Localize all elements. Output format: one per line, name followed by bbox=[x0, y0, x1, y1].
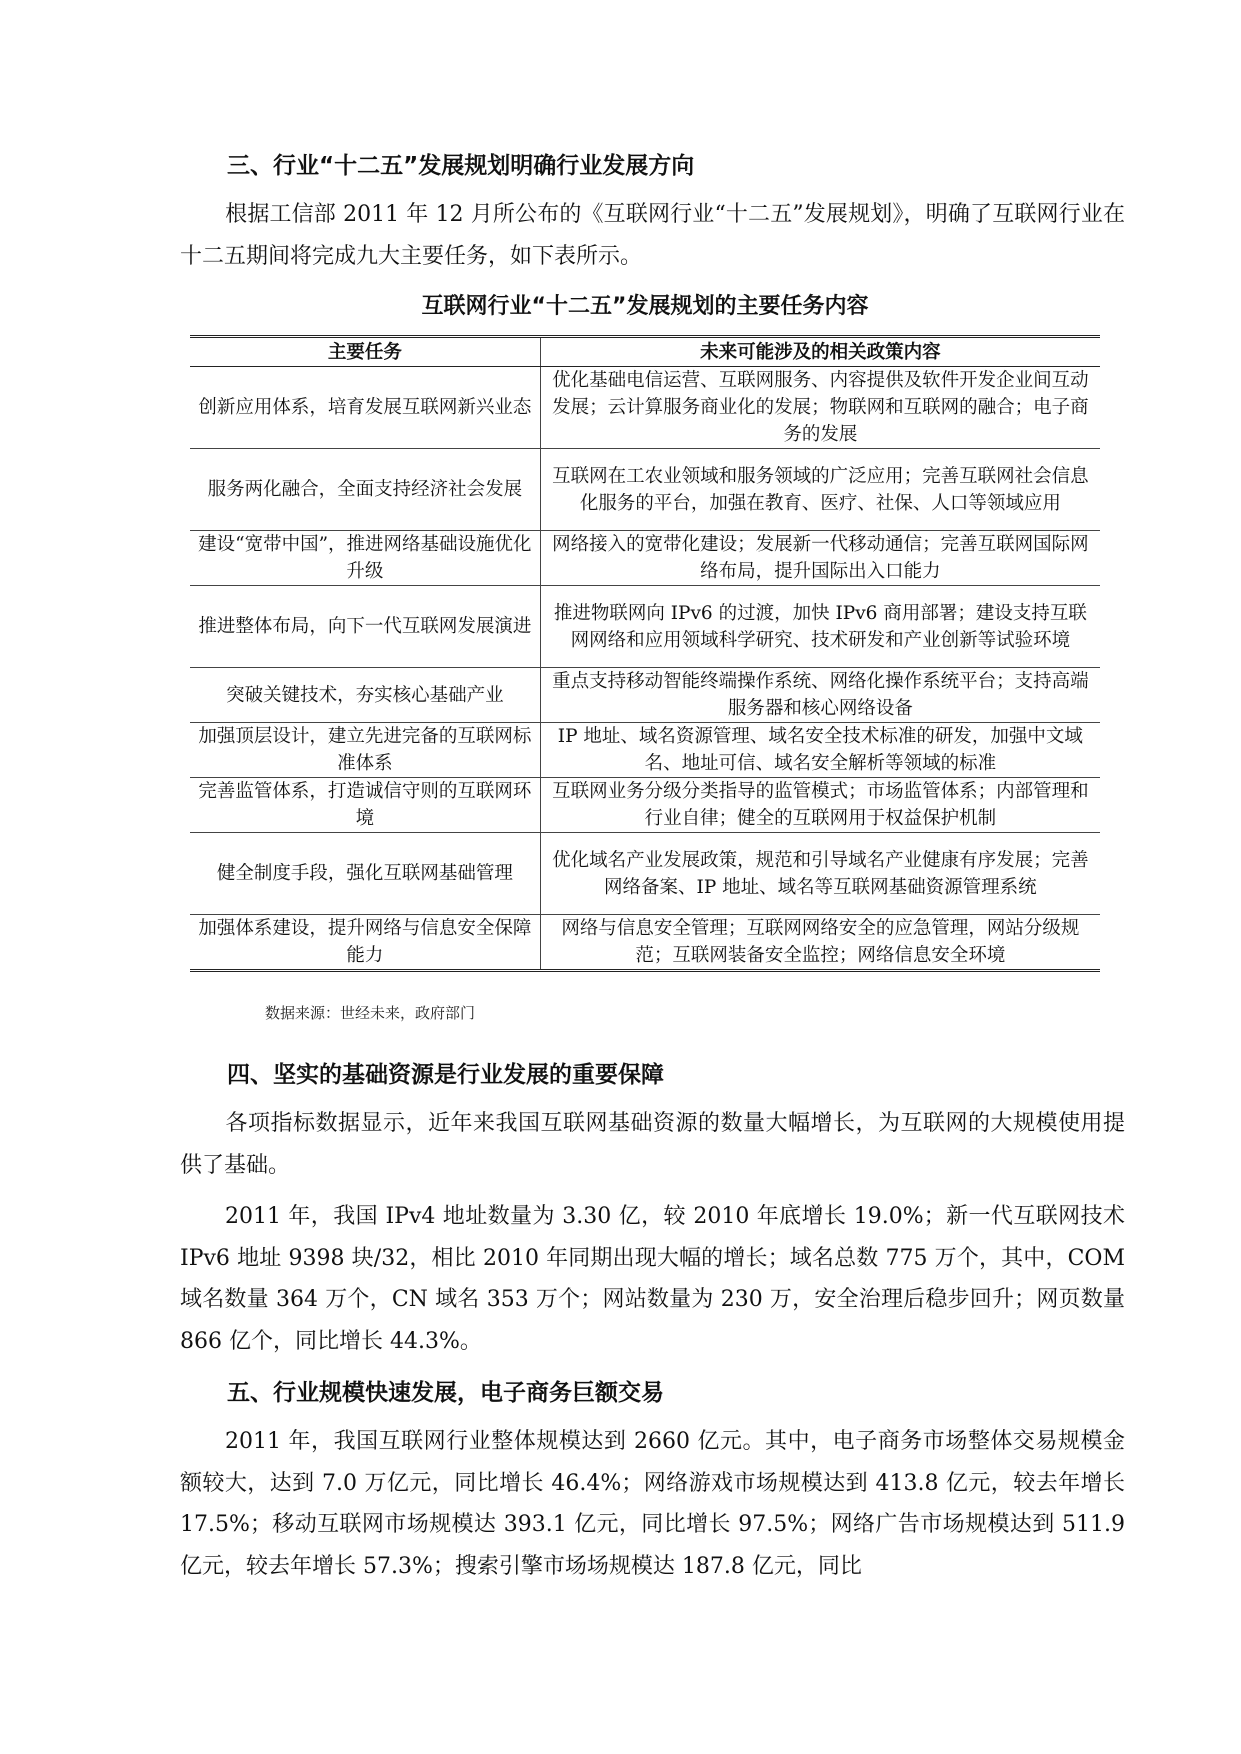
policy-cell: 推进物联网向 IPv6 的过渡，加快 IPv6 商用部署；建设支持互联网网络和应用领域科学研究、技术研发和产业创新等试验环境 bbox=[540, 586, 1100, 668]
section-4-paragraph-2-text: 2011 年，我国 IPv4 地址数量为 3.30 亿，较 2010 年底增长 19.0%；新一代互联网技术 IPv6 地址 9398 块/32，相比 2010 年同期出现大幅的增长；域名总数 775 万个，其中，COM 域名数量 364 万个，CN 域名 353 万个；网站数量为 230 万，安全治理后稳步回升；网页数量 866 亿个，同比增长 44.3%。 bbox=[180, 1204, 1125, 1354]
section-4-paragraph-2 bbox=[180, 1196, 1125, 1362]
task-cell: 完善监管体系，打造诚信守则的互联网环境 bbox=[190, 778, 540, 833]
table-row bbox=[190, 367, 1100, 449]
table-row bbox=[190, 531, 1100, 586]
policy-cell: 优化域名产业发展政策，规范和引导域名产业健康有序发展；完善网络备案、IP 地址、域名等互联网基础资源管理系统 bbox=[540, 833, 1100, 915]
section-5-paragraph-text: 2011 年，我国互联网行业整体规模达到 2660 亿元。其中，电子商务市场整体交易规模金额较大，达到 7.0 万亿元，同比增长 46.4%；网络游戏市场规模达到 413.8 亿元，较去年增长 17.5%；移动互联网市场规模达 393.1 亿元，同比增长 97.5%；网络广告市场规模达到 511.9 亿元，较去年增长 57.3%；搜索引擎市场场规模达 187.8 亿元，同比 bbox=[180, 1429, 1125, 1579]
table-row bbox=[190, 915, 1100, 971]
policy-cell: 网络与信息安全管理；互联网网络安全的应急管理，网站分级规范；互联网装备安全监控；网络信息安全环境 bbox=[540, 915, 1100, 971]
column-header-task: 主要任务 bbox=[190, 337, 540, 367]
policy-cell: 重点支持移动智能终端操作系统、网络化操作系统平台；支持高端服务器和核心网络设备 bbox=[540, 668, 1100, 723]
table-row bbox=[190, 586, 1100, 668]
policy-cell: 网络接入的宽带化建设；发展新一代移动通信；完善互联网国际网络布局，提升国际出入口能力 bbox=[540, 531, 1100, 586]
section-3-heading: 三、行业“十二五”发展规划明确行业发展方向 bbox=[227, 153, 695, 179]
section-5-heading: 五、行业规模快速发展，电子商务巨额交易 bbox=[227, 1380, 664, 1406]
section-4-paragraph-1 bbox=[180, 1103, 1125, 1186]
table-title: 互联网行业“十二五”发展规划的主要任务内容 bbox=[421, 294, 869, 319]
task-cell: 推进整体布局，向下一代互联网发展演进 bbox=[190, 586, 540, 668]
table-source-note: 数据来源：世经未来，政府部门 bbox=[265, 1004, 476, 1022]
table-row bbox=[190, 668, 1100, 723]
task-cell: 加强体系建设，提升网络与信息安全保障能力 bbox=[190, 915, 540, 971]
section-5-paragraph bbox=[180, 1421, 1125, 1587]
policy-cell: 互联网在工农业领域和服务领域的广泛应用；完善互联网社会信息化服务的平台，加强在教育、医疗、社保、人口等领域应用 bbox=[540, 449, 1100, 531]
table-row bbox=[190, 449, 1100, 531]
task-cell: 服务两化融合，全面支持经济社会发展 bbox=[190, 449, 540, 531]
main-tasks-table bbox=[190, 335, 1100, 972]
table-row bbox=[190, 778, 1100, 833]
policy-cell: 互联网业务分级分类指导的监管模式；市场监管体系；内部管理和行业自律；健全的互联网用于权益保护机制 bbox=[540, 778, 1100, 833]
task-cell: 加强顶层设计，建立先进完备的互联网标准体系 bbox=[190, 723, 540, 778]
section-4-paragraph-1-text: 各项指标数据显示，近年来我国互联网基础资源的数量大幅增长，为互联网的大规模使用提供了基础。 bbox=[180, 1111, 1125, 1178]
task-cell: 健全制度手段，强化互联网基础管理 bbox=[190, 833, 540, 915]
table-row bbox=[190, 723, 1100, 778]
policy-cell: IP 地址、域名资源管理、域名安全技术标准的研发，加强中文域名、地址可信、域名安全解析等领域的标准 bbox=[540, 723, 1100, 778]
section-3-paragraph bbox=[180, 194, 1125, 277]
policy-cell: 优化基础电信运营、互联网服务、内容提供及软件开发企业间互动发展；云计算服务商业化的发展；物联网和互联网的融合；电子商务的发展 bbox=[540, 367, 1100, 449]
section-3-paragraph-text: 根据工信部 2011 年 12 月所公布的《互联网行业“十二五”发展规划》，明确了互联网行业在十二五期间将完成九大主要任务，如下表所示。 bbox=[180, 202, 1125, 269]
table-row bbox=[190, 833, 1100, 915]
table-header-row bbox=[190, 337, 1100, 367]
task-cell: 突破关键技术，夯实核心基础产业 bbox=[190, 668, 540, 723]
section-4-heading: 四、坚实的基础资源是行业发展的重要保障 bbox=[227, 1062, 664, 1088]
column-header-policy: 未来可能涉及的相关政策内容 bbox=[540, 337, 1100, 367]
task-cell: 建设“宽带中国”，推进网络基础设施优化升级 bbox=[190, 531, 540, 586]
task-cell: 创新应用体系，培育发展互联网新兴业态 bbox=[190, 367, 540, 449]
